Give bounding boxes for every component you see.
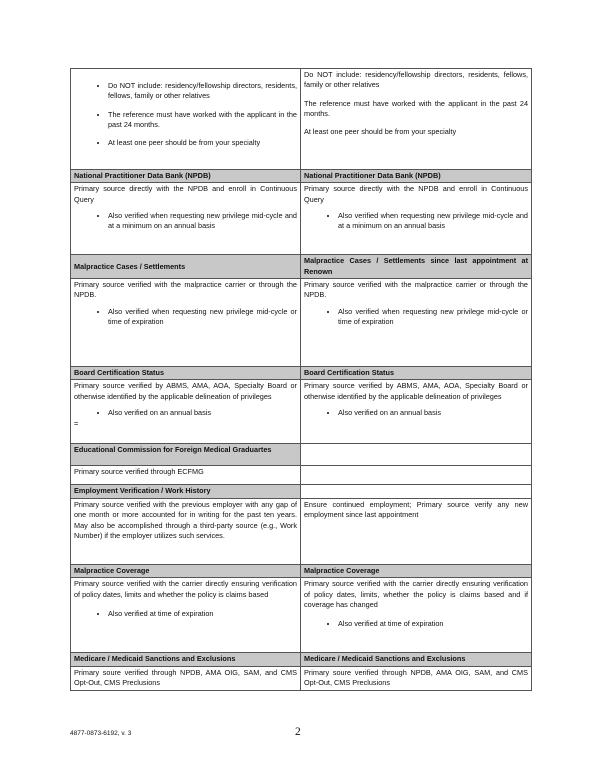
paragraph: Primary source verified with the malpractice carrier or through the NPDB. <box>304 280 528 300</box>
sanctions-left-cell: Primary soure verified through NPDB, AMA OIG, SAM, and CMS Opt-Out, CMS Preclusions <box>71 666 301 690</box>
list-item: • Also verified on an annual basis <box>108 408 297 418</box>
list-item: • Also verified at time of expiration <box>338 619 528 629</box>
board-left-cell <box>71 380 301 444</box>
board-left-list <box>74 408 297 418</box>
malpractice-cases-left-list <box>74 307 297 328</box>
board-right-header: Board Certification Status <box>301 367 532 380</box>
table-header-row <box>71 485 532 498</box>
list-item: • At least one peer should be from your specialty <box>108 138 297 148</box>
ecfmg-right-cell <box>301 466 532 485</box>
table-header-row <box>71 444 532 466</box>
paragraph: Primary source verified by ABMS, AMA, AOA, Specialty Board or otherwise identified by the applicable delineation of privileges <box>74 381 297 401</box>
table-row <box>71 69 532 170</box>
table-row <box>71 666 532 690</box>
table-header-row <box>71 564 532 577</box>
malpractice-coverage-left-list <box>74 609 297 619</box>
peer-reference-left-cell <box>71 69 301 170</box>
sanctions-left-header: Medicare / Medicaid Sanctions and Exclusions <box>71 653 301 666</box>
table-row <box>71 498 532 564</box>
sanctions-right-header: Medicare / Medicaid Sanctions and Exclusions <box>301 653 532 666</box>
malpractice-coverage-right-cell <box>301 578 532 653</box>
list-item: • Also verified when requesting new privilege mid-cycle and at a minimum on an annual basis <box>338 211 528 232</box>
npdb-left-cell <box>71 183 301 255</box>
table-header-row <box>71 255 532 279</box>
document-id: 4877-0873-6192, v. 3 <box>70 730 132 737</box>
npdb-right-cell <box>301 183 532 255</box>
npdb-right-header: National Practitioner Data Bank (NPDB) <box>301 170 532 183</box>
employment-left-header: Employment Verification / Work History <box>71 485 301 498</box>
paragraph: The reference must have worked with the applicant in the past 24 months. <box>304 98 528 119</box>
npdb-left-list <box>74 211 297 232</box>
peer-left-list <box>74 81 297 149</box>
malpractice-cases-right-list <box>304 307 528 328</box>
list-item: • The reference must have worked with the applicant in the past 24 months. <box>108 110 297 131</box>
table-row <box>71 578 532 653</box>
credentialing-table <box>70 68 532 691</box>
table-row <box>71 183 532 255</box>
npdb-left-header: National Practitioner Data Bank (NPDB) <box>71 170 301 183</box>
malpractice-cases-right-cell <box>301 279 532 367</box>
peer-reference-right-cell <box>301 69 532 170</box>
malpractice-coverage-left-cell <box>71 578 301 653</box>
paragraph: At least one peer should be from your specialty <box>304 127 457 137</box>
ecfmg-left-header: Educational Commission for Foreign Medical Graduartes <box>71 444 301 466</box>
list-item: • Also verified when requesting new privilege mid-cycle or time of expiration <box>108 307 297 328</box>
list-item: • Also verified when requesting new privilege mid-cycle or time of expiration <box>338 307 528 328</box>
list-item: • Also verified on an annual basis <box>338 408 528 418</box>
table-row <box>71 279 532 367</box>
list-item: • Also verified when requesting new privilege mid-cycle and at a minimum on an annual basis <box>108 211 297 232</box>
malpractice-cases-right-header: Malpractice Cases / Settlements since last appointment at Renown <box>301 255 532 279</box>
board-right-list <box>304 408 528 418</box>
table-header-row <box>71 367 532 380</box>
employment-right-cell: Ensure continued employment; Primary source verify any new employment since last appointment <box>301 498 532 564</box>
paragraph: Primary source verified with the carrier directly ensuring verification of policy dates, limits and whether the policy is claims based <box>74 579 297 599</box>
page-number: 2 <box>295 726 301 738</box>
npdb-right-list <box>304 211 528 232</box>
employment-left-cell: Primary source verified with the previous employer with any gap of one month or more accounted for in writing for the past ten years. May also be accomplished through a third-party source (e.g., Work Number) if the employer utilizes such services. <box>71 498 301 564</box>
employment-right-header <box>301 485 532 498</box>
paragraph: Primary source verified with the malpractice carrier or through the NPDB. <box>74 280 297 300</box>
board-right-cell <box>301 380 532 444</box>
malpractice-cases-left-cell <box>71 279 301 367</box>
paragraph: Primary source verified by ABMS, AMA, AOA, Specialty Board or otherwise identified by the applicable delineation of privileges <box>304 381 528 401</box>
table-row <box>71 380 532 444</box>
sanctions-right-cell: Primary soure verified through NPDB, AMA OIG, SAM, and CMS Opt-Out, CMS Preclusions <box>301 666 532 690</box>
malpractice-coverage-left-header: Malpractice Coverage <box>71 564 301 577</box>
board-left-header: Board Certification Status <box>71 367 301 380</box>
malpractice-coverage-right-header: Malpractice Coverage <box>301 564 532 577</box>
paragraph: Do NOT include: residency/fellowship directors, residents, fellows, family or other relatives <box>304 70 528 90</box>
ecfmg-right-header <box>301 444 532 466</box>
malpractice-coverage-right-list <box>304 619 528 629</box>
table-header-row <box>71 653 532 666</box>
list-item: • Do NOT include: residency/fellowship directors, residents, fellows, family or other relatives <box>108 81 297 102</box>
paragraph: Primary source directly with the NPDB and enroll in Continuous Query <box>74 184 297 204</box>
stray-mark: = <box>74 418 79 428</box>
table-header-row <box>71 170 532 183</box>
list-item: • Also verified at time of expiration <box>108 609 297 619</box>
malpractice-cases-left-header: Malpractice Cases / Settlements <box>71 255 301 279</box>
ecfmg-left-cell: Primary source verified through ECFMG <box>71 466 301 485</box>
paragraph: Primary source directly with the NPDB and enroll in Continuous Query <box>304 184 528 204</box>
paragraph: Primary source verified with the carrier directly ensuring verification of policy dates, limits, whether the policy is claims based and if coverage has changed <box>304 579 528 609</box>
table-row <box>71 466 532 485</box>
